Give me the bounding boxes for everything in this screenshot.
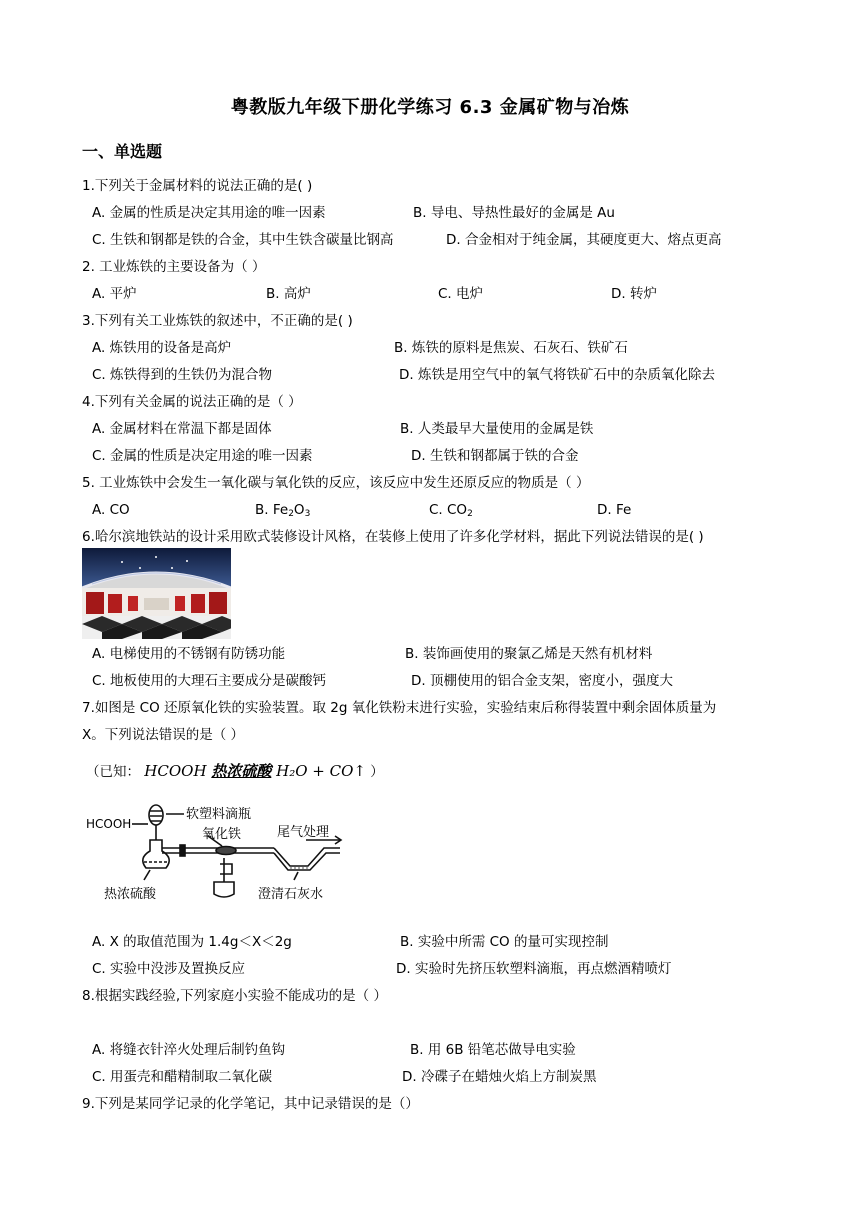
question-8-stem: 8.根据实践经验,下列家庭小实验不能成功的是（ ） (82, 988, 387, 1004)
question-7-stem-line-1: 7.如图是 CO 还原氧化铁的实验装置。取 2g 氧化铁粉末进行实验，实验结束后称得装置中剩余固体质量为 (82, 700, 717, 716)
question-5-option-b: B. $Fe_2O_3$ (255, 502, 311, 519)
question-7-option-b: B. 实验中所需 CO 的量可实现控制 (400, 934, 609, 950)
question-2-option-d: D. 转炉 (611, 286, 657, 302)
question-1-option-d: D. 合金相对于纯金属，其硬度更大、熔点更高 (446, 232, 722, 248)
question-1-option-c: C. 生铁和钢都是铁的合金，其中生铁含碳量比钢高 (92, 232, 394, 248)
question-6-stem: 6.哈尔滨地铁站的设计采用欧式装修设计风格，在装修上使用了许多化学材料，据此下列说法错误的是( ) (82, 529, 704, 545)
question-9-stem: 9.下列是某同学记录的化学笔记，其中记录错误的是（） (82, 1096, 419, 1112)
question-7-option-d: D. 实验时先挤压软塑料滴瓶，再点燃酒精喷灯 (396, 961, 672, 977)
co-reduction-apparatus-diagram (84, 796, 344, 920)
question-7-option-a: A. X 的取值范围为 1.4g＜X＜2g (92, 934, 292, 950)
question-2-option-b: B. 高炉 (266, 286, 311, 302)
question-6-option-a: A. 电梯使用的不锈钢有防锈功能 (92, 646, 286, 662)
question-3-option-d: D. 炼铁是用空气中的氧气将铁矿石中的杂质氧化除去 (399, 367, 715, 383)
question-1-option-b: B. 导电、导热性最好的金属是 Au (413, 205, 615, 221)
question-4-option-c: C. 金属的性质是决定用途的唯一因素 (92, 448, 313, 464)
question-2-option-c: C. 电炉 (438, 286, 484, 302)
question-3-stem: 3.下列有关工业炼铁的叙述中，不正确的是( ) (82, 313, 353, 329)
question-3-option-b: B. 炼铁的原料是焦炭、石灰石、铁矿石 (394, 340, 628, 356)
question-8-option-c: C. 用蛋壳和醋精制取二氧化碳 (92, 1069, 273, 1085)
question-6-option-b: B. 装饰画使用的聚氯乙烯是天然有机材料 (405, 646, 653, 662)
reaction-formula: HCOOH 热浓硫酸 H₂O + CO↑ (144, 762, 366, 780)
question-5-option-d: D. Fe (597, 502, 632, 518)
question-4-stem: 4.下列有关金属的说法正确的是（ ） (82, 394, 302, 410)
svg-text:氧化铁: 氧化铁 (202, 827, 242, 842)
question-3-option-c: C. 炼铁得到的生铁仍为混合物 (92, 367, 273, 383)
question-6-option-c: C. 地板使用的大理石主要成分是碳酸钙 (92, 673, 327, 689)
question-1-stem: 1.下列关于金属材料的说法正确的是( ) (82, 178, 313, 194)
known-reaction-note: （已知： HCOOH 热浓硫酸 H₂O + CO↑ ） (86, 762, 384, 780)
question-6-option-d: D. 顶棚使用的铝合金支架，密度小，强度大 (411, 673, 673, 689)
page-title: 粤教版九年级下册化学练习 6.3 金属矿物与冶炼 (230, 97, 630, 118)
question-5-option-a: A. CO (92, 502, 130, 518)
question-8-option-d: D. 冷碟子在蜡烛火焰上方制炭黑 (402, 1069, 597, 1085)
question-1-option-a: A. 金属的性质是决定其用途的唯一因素 (92, 205, 326, 221)
question-8-option-a: A. 将缝衣针淬火处理后制钓鱼钩 (92, 1042, 286, 1058)
svg-text:软塑料滴瓶: 软塑料滴瓶 (186, 807, 252, 822)
question-4-option-a: A. 金属材料在常温下都是固体 (92, 421, 272, 437)
svg-text:澄清石灰水: 澄清石灰水 (258, 887, 324, 902)
question-2-stem: 2. 工业炼铁的主要设备为（ ） (82, 259, 266, 275)
svg-text:HCOOH: HCOOH (86, 817, 132, 831)
svg-text:尾气处理: 尾气处理 (277, 825, 330, 840)
question-5-option-c: C. $CO_2$ (429, 502, 473, 519)
question-5-stem: 5. 工业炼铁中会发生一氧化碳与氧化铁的反应，该反应中发生还原反应的物质是（ ） (82, 475, 590, 491)
question-3-option-a: A. 炼铁用的设备是高炉 (92, 340, 232, 356)
question-8-option-b: B. 用 6B 铅笔芯做导电实验 (410, 1042, 576, 1058)
question-4-option-d: D. 生铁和钢都属于铁的合金 (411, 448, 579, 464)
question-7-option-c: C. 实验中没涉及置换反应 (92, 961, 246, 977)
question-7-stem-line-2: X。下列说法错误的是（ ） (82, 727, 245, 743)
question-4-option-b: B. 人类最早大量使用的金属是铁 (400, 421, 594, 437)
svg-text:热浓硫酸: 热浓硫酸 (104, 887, 157, 902)
question-2-option-a: A. 平炉 (92, 286, 137, 302)
subway-station-photo (82, 548, 231, 639)
section-heading: 一、单选题 (82, 142, 163, 161)
